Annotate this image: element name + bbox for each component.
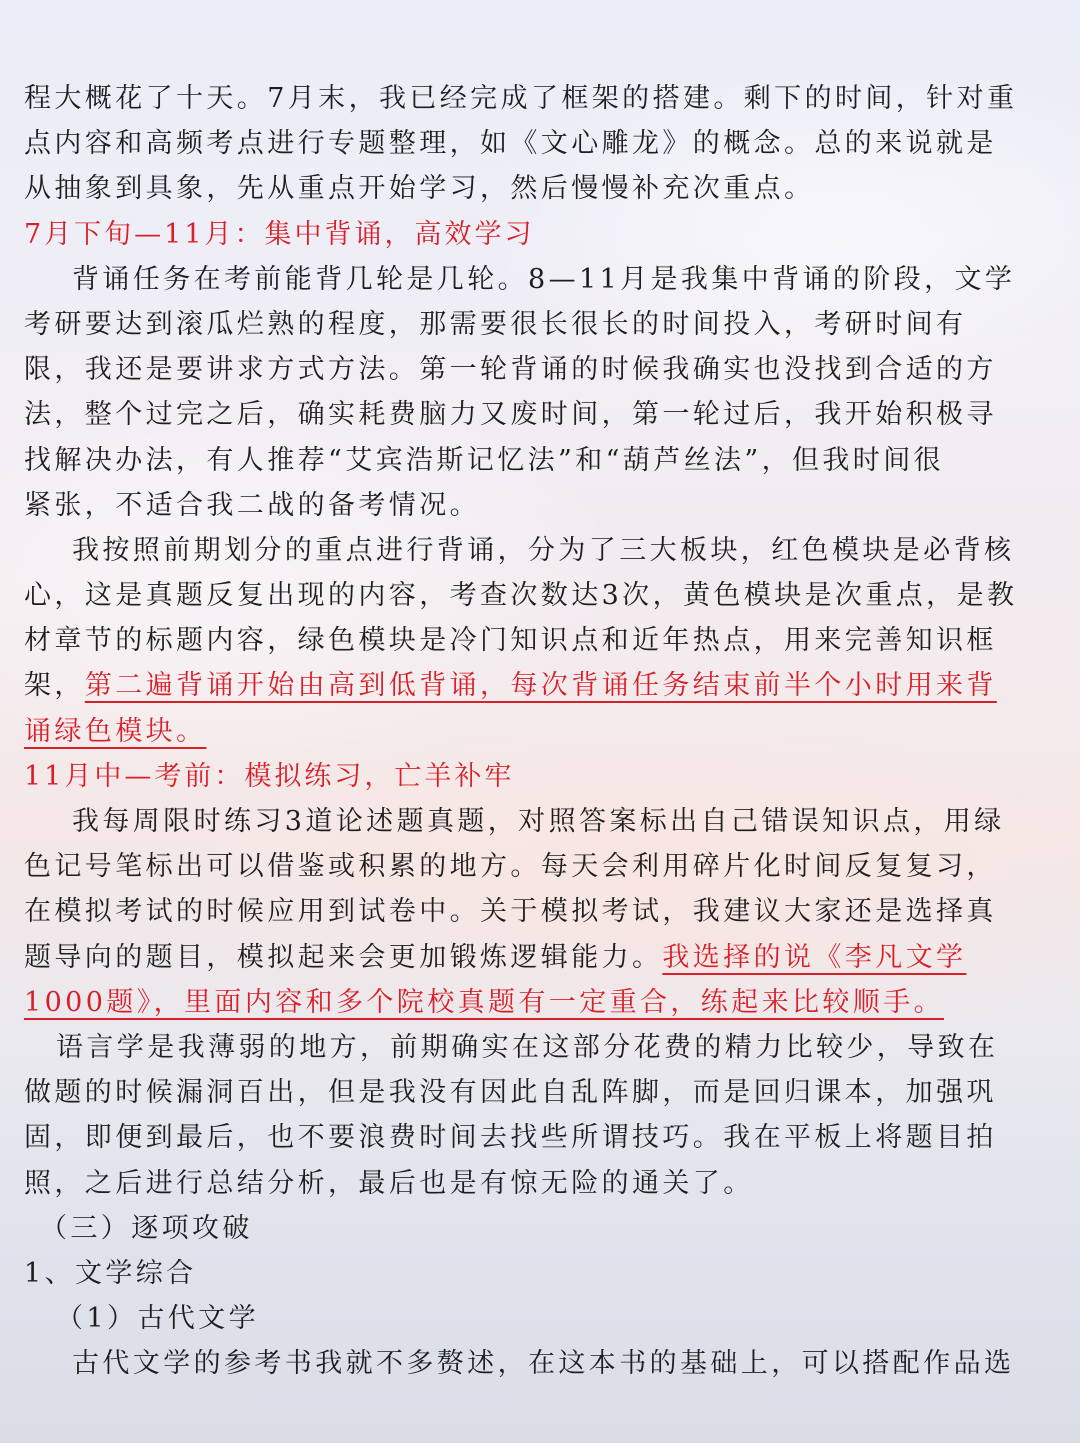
subsection-heading: （三）逐项攻破 (40, 1212, 253, 1244)
paragraph-line (24, 663, 1060, 708)
paragraph-line: 法，整个过完之后，确实耗费脑力又废时间，第一轮过后，我开始积极寻 (24, 399, 997, 431)
paragraph-line: 考研要达到滚瓜烂熟的程度，那需要很长很长的时间投入，考研时间有 (24, 308, 967, 340)
paragraph-line: 程大概花了十天。7月末，我已经完成了框架的搭建。剩下的时间，针对重 (24, 83, 1018, 114)
article-body (24, 76, 1060, 1386)
paragraph-line: 做题的时候漏洞百出，但是我没有因此自乱阵脚，而是回归课本，加强巩 (24, 1077, 997, 1109)
paragraph-line (24, 980, 1060, 1025)
paragraph-line: 找解决办法，有人推荐“艾宾浩斯记忆法”和“葫芦丝法”，但我时间很 (24, 444, 945, 476)
paragraph-line: 古代文学的参考书我就不多赘述，在这本书的基础上，可以搭配作品选 (72, 1348, 1015, 1380)
highlighted-text: 我选择的说《李凡文学 (662, 941, 967, 973)
paragraph-line: 点内容和高频考点进行专题整理，如《文心雕龙》的概念。总的来说就是 (24, 128, 997, 160)
paragraph-line: 从抽象到具象，先从重点开始学习，然后慢慢补充次重点。 (24, 173, 815, 205)
paragraph-line: 心，这是真题反复出现的内容，考查次数达3次，黄色模块是次重点，是教 (24, 580, 1018, 612)
highlighted-text: 第二遍背诵开始由高到低背诵，每次背诵任务结束前半个小时用来背 (84, 670, 997, 702)
highlighted-text: 诵绿色模块。 (24, 715, 207, 747)
section-heading-mock-practice: 11月中—考前：模拟练习，亡羊补牢 (24, 760, 515, 792)
paragraph-line: 在模拟考试的时候应用到试卷中。关于模拟考试，我建议大家还是选择真 (24, 896, 997, 928)
subsection-heading: 1、文学综合 (24, 1257, 197, 1289)
paragraph-line: 固，即便到最后，也不要浪费时间去找些所谓技巧。我在平板上将题目拍 (24, 1122, 997, 1154)
paragraph-line: 我每周限时练习3道论述题真题，对照答案标出自己错误知识点，用绿 (72, 806, 1005, 837)
paragraph-line (24, 935, 1060, 980)
line-lead-text: 架， (24, 670, 85, 702)
paragraph-line: 语言学是我薄弱的地方，前期确实在这部分花费的精力比较少，导致在 (56, 1031, 999, 1063)
subsection-heading: （1）古代文学 (56, 1303, 259, 1335)
paragraph-line: 紧张，不适合我二战的备考情况。 (24, 489, 480, 521)
paragraph-line (24, 709, 1060, 754)
paragraph-line: 我按照前期划分的重点进行背诵，分为了三大板块，红色模块是必背核 (72, 534, 1015, 566)
paragraph-line: 照，之后进行总结分析，最后也是有惊无险的通关了。 (24, 1167, 754, 1199)
paragraph-line: 限，我还是要讲求方式方法。第一轮背诵的时候我确实也没找到合适的方 (24, 354, 997, 386)
paragraph-line: 背诵任务在考前能背几轮是几轮。8—11月是我集中背诵的阶段，文学 (72, 263, 1016, 295)
paragraph-line: 材章节的标题内容，绿色模块是冷门知识点和近年热点，用来完善知识框 (24, 625, 997, 657)
highlighted-text: 1000题》，里面内容和多个院校真题有一定重合，练起来比较顺手。 (24, 986, 945, 1018)
paragraph-line: 色记号笔标出可以借鉴或积累的地方。每天会利用碎片化时间反复复习， (24, 851, 997, 883)
line-lead-text: 题导向的题目，模拟起来会更加锻炼逻辑能力。 (24, 941, 663, 973)
section-heading-recitation: 7月下旬—11月：集中背诵，高效学习 (24, 218, 535, 250)
